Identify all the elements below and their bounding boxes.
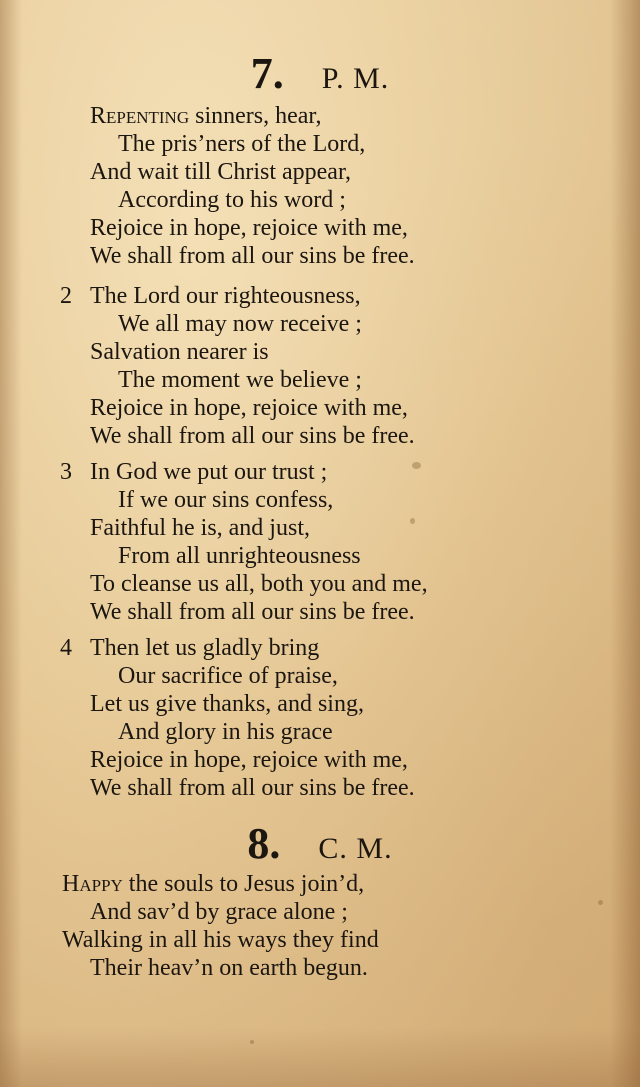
- hymn-number: 8.: [247, 819, 281, 868]
- verse-line: Let us give thanks, and sing,: [90, 691, 364, 717]
- verse-line: In God we put our trust ;: [90, 459, 328, 485]
- verse-line: Faithful he is, and just,: [90, 515, 310, 541]
- verse-line: Then let us gladly bring: [90, 635, 320, 661]
- hymn-heading: [0, 48, 640, 99]
- hymn-heading: [0, 818, 640, 869]
- verse-line: If we our sins confess,: [118, 487, 334, 513]
- verse-line: The Lord our righteousness,: [90, 283, 361, 309]
- verse-line: And glory in his grace: [118, 719, 333, 745]
- page-edge-shading: [0, 1027, 640, 1087]
- verse-line-text: the souls to Jesus join’d,: [122, 871, 365, 897]
- foxing-spot: [598, 900, 603, 905]
- verse-line: [90, 102, 321, 130]
- verse-line: Walking in all his ways they find: [62, 927, 379, 953]
- page-edge-shading: [0, 0, 22, 1087]
- verse-line: Rejoice in hope, rejoice with me,: [90, 747, 408, 773]
- verse-line-text: sinners, hear,: [189, 103, 322, 129]
- verse-line: And wait till Christ appear,: [90, 159, 351, 185]
- verse-line: Rejoice in hope, rejoice with me,: [90, 395, 408, 421]
- verse-number: 4: [60, 635, 72, 661]
- verse-line: Their heav’n on earth begun.: [90, 955, 368, 981]
- verse-line: We shall from all our sins be free.: [90, 775, 415, 801]
- verse-line: We all may now receive ;: [118, 311, 362, 337]
- hymn-meter: C. M.: [318, 832, 393, 865]
- foxing-spot: [250, 1040, 254, 1044]
- hymn-meter: P. M.: [321, 62, 390, 95]
- first-word: Repenting: [90, 103, 190, 129]
- verse-line: Salvation nearer is: [90, 339, 269, 365]
- verse-line: [62, 870, 364, 898]
- page-edge-shading: [610, 0, 640, 1087]
- verse-line: Our sacrifice of praise,: [118, 663, 338, 689]
- verse-line: Rejoice in hope, rejoice with me,: [90, 215, 408, 241]
- verse-line: We shall from all our sins be free.: [90, 243, 415, 269]
- verse-line: According to his word ;: [118, 187, 346, 213]
- foxing-spot: [412, 462, 421, 469]
- verse-line: The pris’ners of the Lord,: [118, 131, 366, 157]
- verse-number: 3: [60, 459, 72, 485]
- verse-line: The moment we believe ;: [118, 367, 362, 393]
- hymn-number: 7.: [250, 49, 284, 98]
- verse-line: To cleanse us all, both you and me,: [90, 571, 428, 597]
- verse-line: From all unrighteousness: [118, 543, 361, 569]
- first-word: Happy: [62, 871, 123, 897]
- verse-line: We shall from all our sins be free.: [90, 599, 415, 625]
- verse-line: We shall from all our sins be free.: [90, 423, 415, 449]
- verse-line: And sav’d by grace alone ;: [90, 899, 348, 925]
- foxing-spot: [410, 518, 415, 524]
- verse-number: 2: [60, 283, 72, 309]
